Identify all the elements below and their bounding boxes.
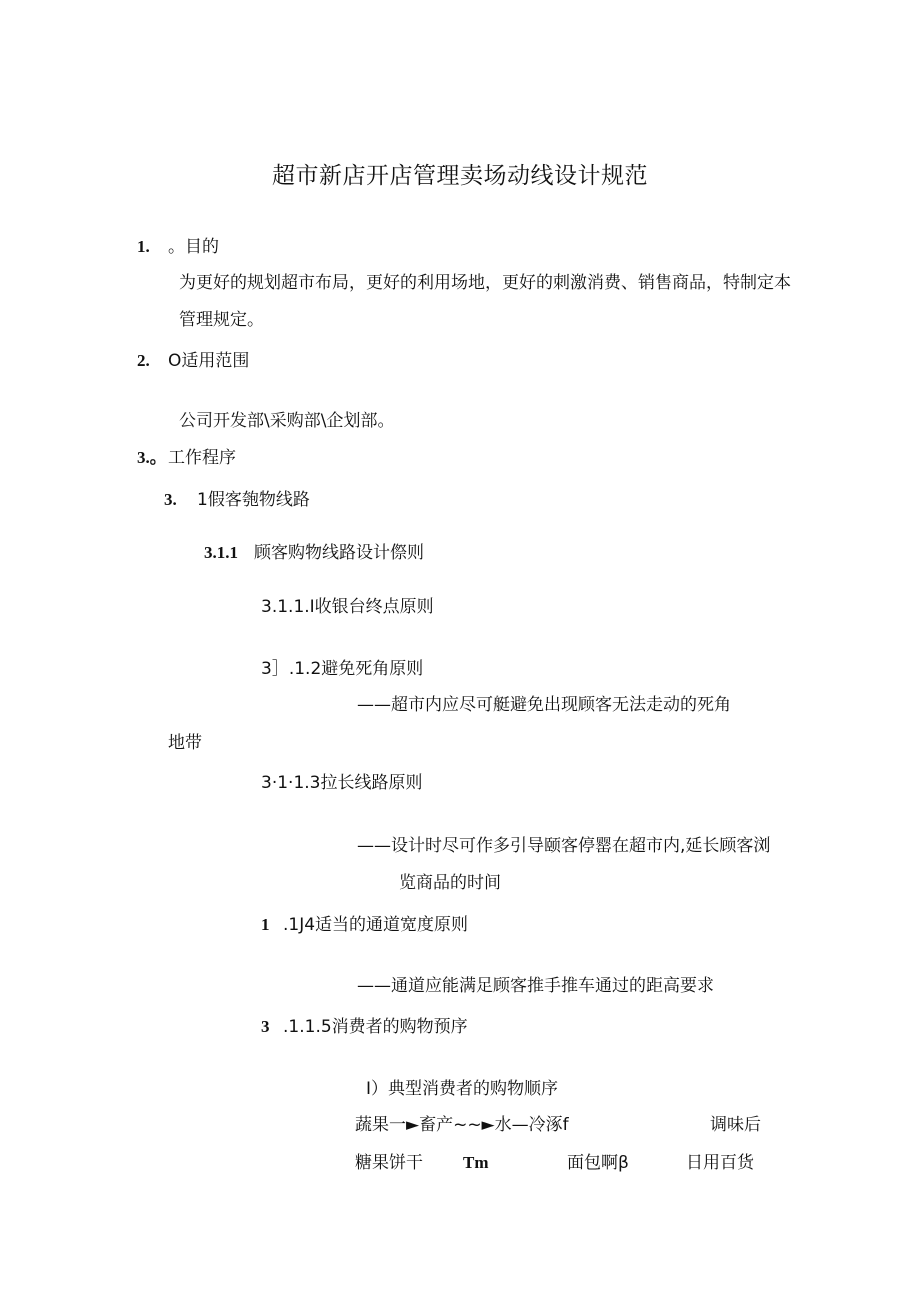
- section-3-1-1-2-heading: 3］.1.2避免死角原则: [261, 659, 424, 679]
- section-3-1-1-4-heading: .1J4适当的通道宽度原则: [283, 915, 469, 935]
- section-3-heading: 工作程序: [168, 448, 236, 468]
- section-3-1-1-4-number: 1: [261, 915, 270, 934]
- section-3-1-1-number: 3.1.1: [204, 543, 238, 562]
- section-3-1-number: 3.: [164, 490, 177, 509]
- sequence-row-2-part-a: 糖果饼干: [355, 1153, 423, 1173]
- sequence-row-1-part-b: 调味后: [710, 1115, 761, 1135]
- section-1-body-line-2: 管理规定。: [179, 310, 264, 330]
- section-1-body-line-1: 为更好的规划超市布局，更好的利用场地，更好的刺激消费、销售商品，特制定本: [179, 273, 791, 293]
- section-1-number: 1.: [137, 237, 150, 256]
- section-3-1-1-2-desc-line-2: 地带: [168, 733, 202, 753]
- section-2-number: 2.: [137, 351, 150, 370]
- section-3-1-1-3-desc-line-1: ——设计时尽可作多引导颐客停罂在超市内,延长顾客浏: [357, 836, 771, 856]
- section-2-heading: O适用范围: [168, 351, 250, 371]
- document-title: 超市新店开店管理卖场动线设计规范: [272, 163, 648, 189]
- section-3-1-1-5-heading: .1.1.5消费者的购物预序: [283, 1017, 468, 1037]
- section-3-1-1-2-desc-line-1: ——超市内应尽可艇避免出现顾客无法走动的死角: [357, 695, 731, 715]
- section-3-1-heading: 1假客匏物线路: [197, 490, 310, 510]
- sequence-row-2-part-d: 日用百货: [686, 1153, 754, 1173]
- section-3-1-1-1-heading: 3.1.1.I收银台终点原则: [261, 597, 434, 617]
- sequence-row-2-part-b: Tm: [463, 1153, 489, 1172]
- section-3-1-1-3-heading: 3·1·1.3拉长线路原则: [261, 773, 423, 793]
- sequence-row-2-part-c: 面包啊β: [567, 1153, 629, 1173]
- section-3-number: 3.。: [137, 448, 167, 467]
- section-3-1-1-3-desc-line-2: 览商品的时间: [399, 873, 501, 893]
- section-3-1-1-heading: 顾客购物线路设计傺则: [254, 543, 424, 563]
- subsection-1-heading: I）典型消费者的购物顺序: [366, 1079, 559, 1099]
- section-2-body-line-1: 公司开发部\采购部\企划部。: [179, 411, 395, 431]
- section-1-heading: 。目的: [168, 237, 219, 257]
- sequence-row-1-part-a: 蔬果一►畜产~~►水—冷涿f: [355, 1115, 569, 1135]
- section-3-1-1-4-desc-line-1: ——通道应能满足顾客推手推车通过的距高要求: [357, 976, 714, 996]
- section-3-1-1-5-number: 3: [261, 1017, 270, 1036]
